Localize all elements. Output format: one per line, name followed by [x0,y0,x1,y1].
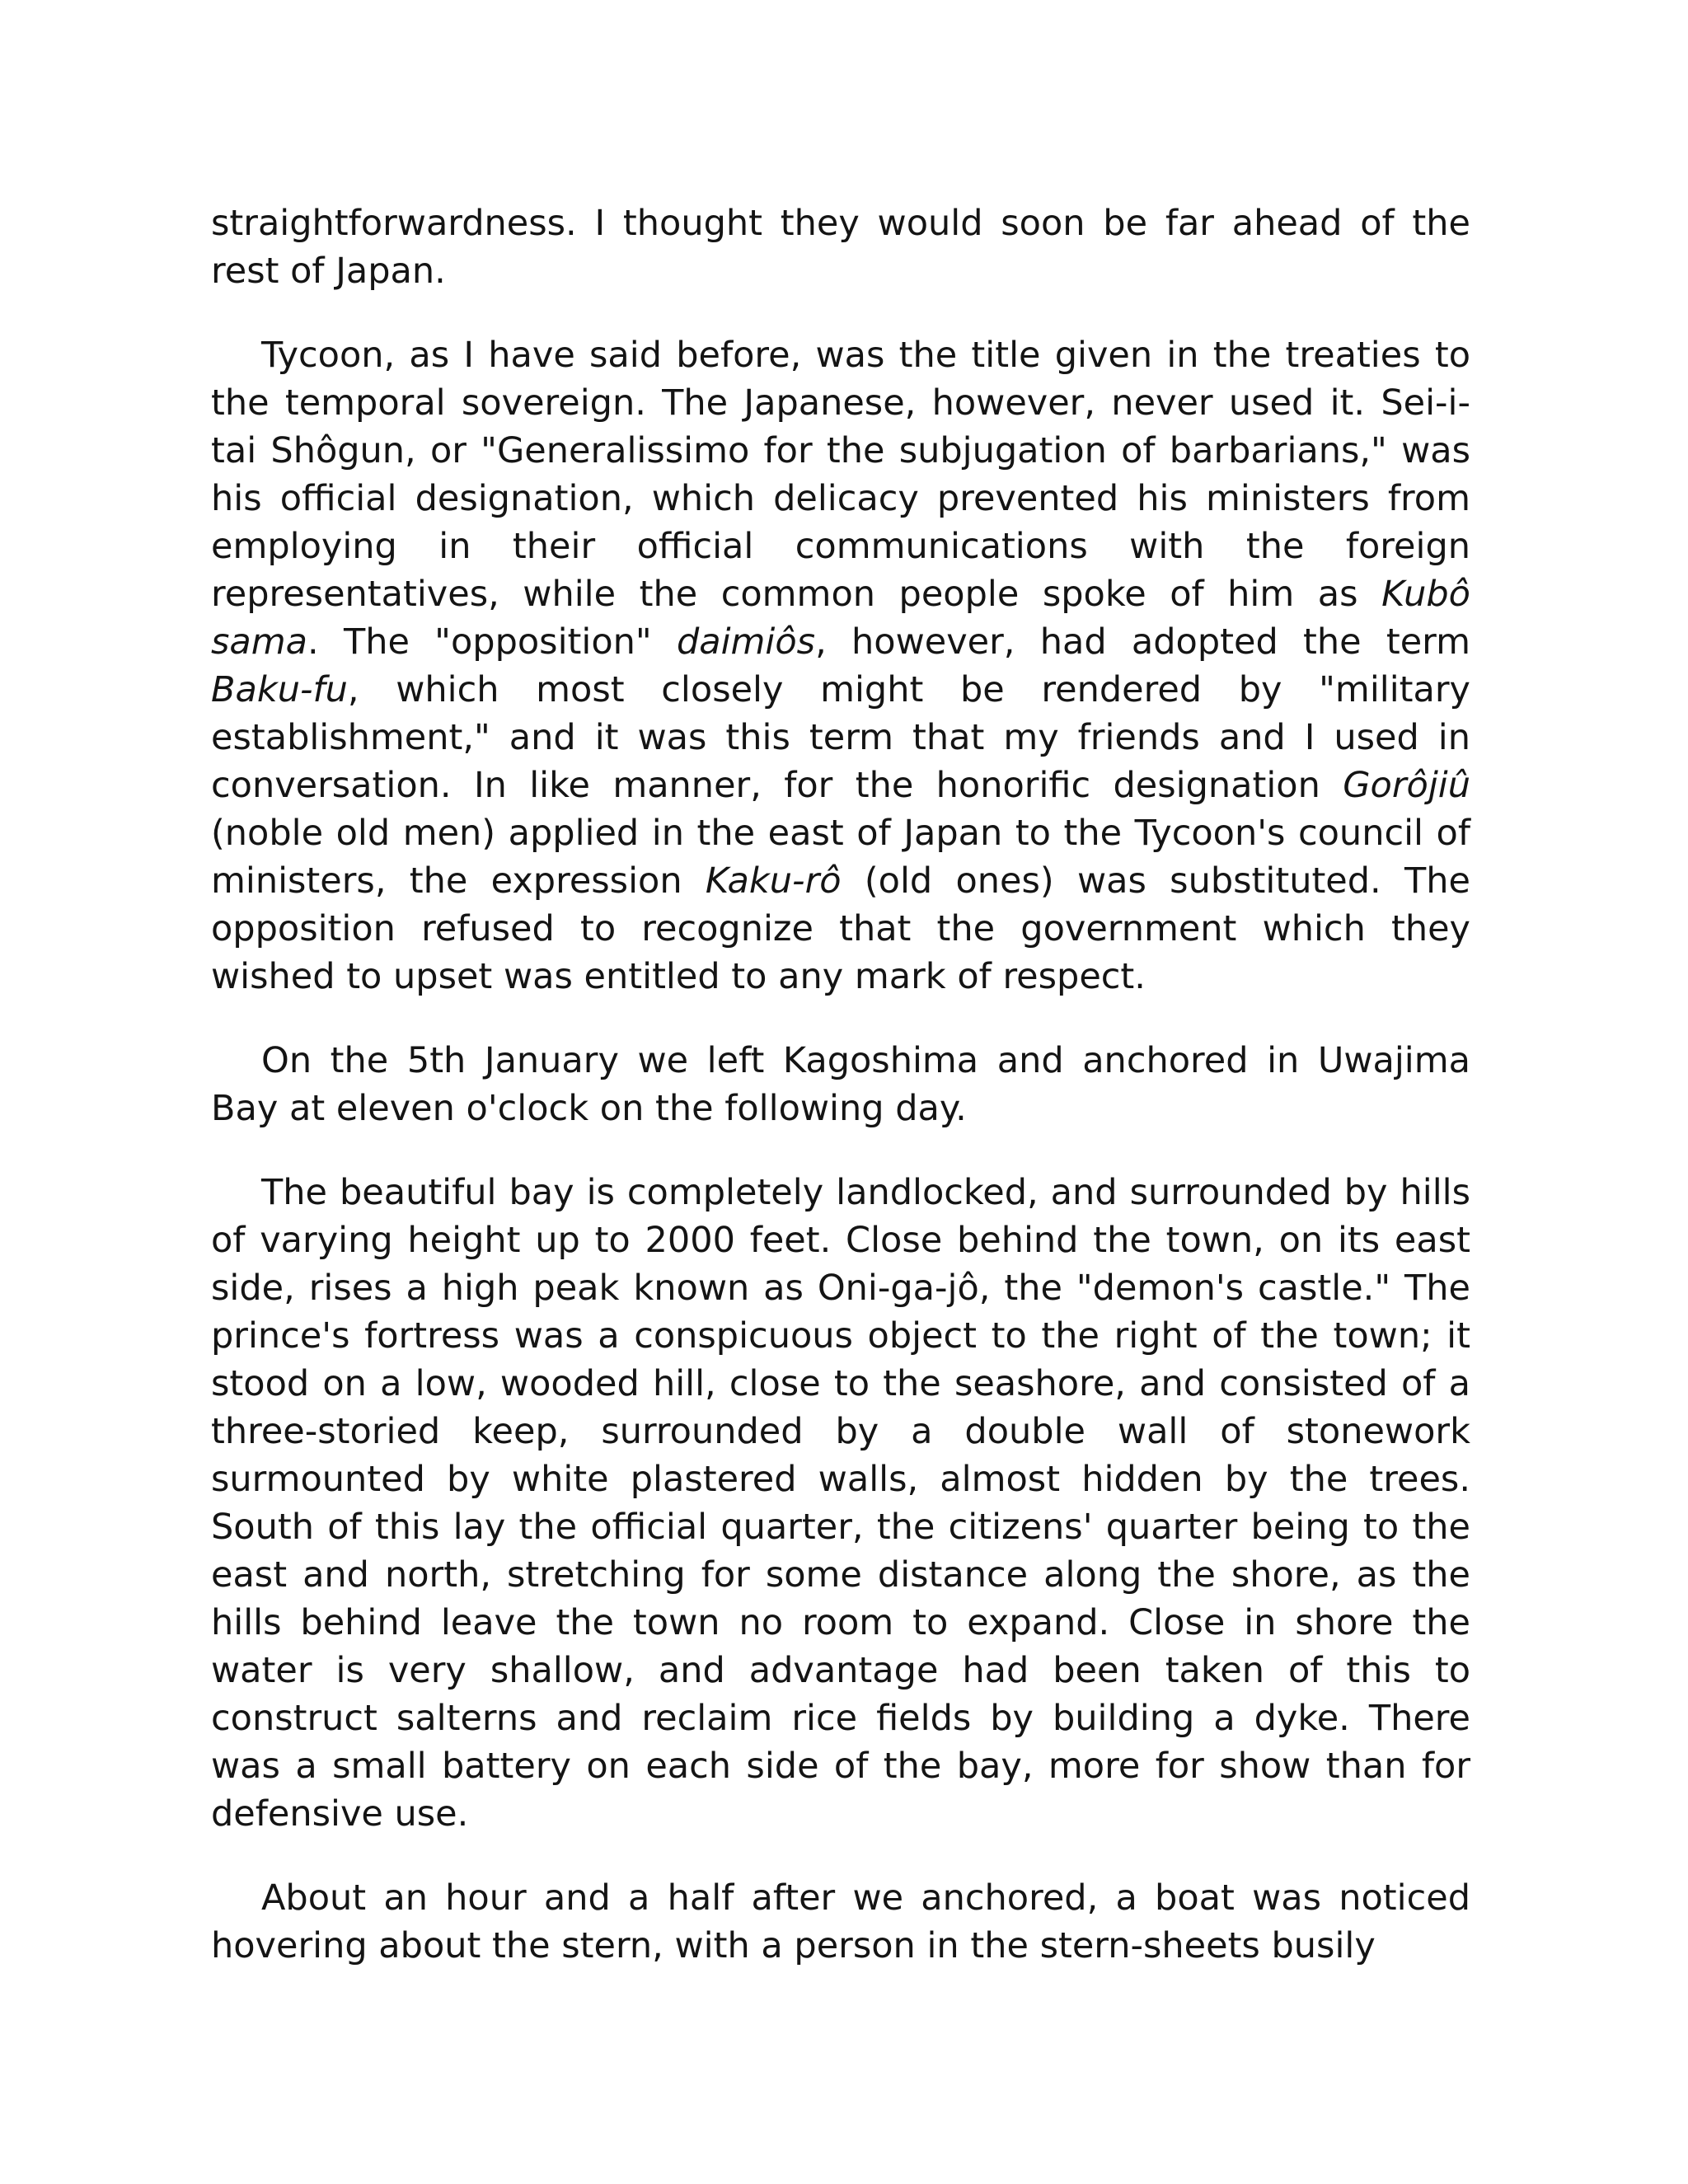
text-run: On the 5th January we left Kagoshima and anchored in Uwajima Bay at eleven o'clock on the following day. [211,1040,1470,1129]
italic-term: Gorôjiû [1343,765,1470,806]
paragraph [211,1874,1470,1970]
paragraph-continued [211,199,1470,295]
text-run: straightforwardness. I thought they would soon be far ahead of the rest of Japan. [211,203,1470,292]
italic-term: Baku-fu [211,669,348,710]
italic-term: Kaku-rô [705,860,842,902]
text-run: . The "opposition" [307,621,677,663]
text-run: , however, had adopted the term [815,621,1470,663]
text-run: , which most closely might be rendered by "military establishment," and it was this term that my friends and I used in conversation. In like manner, for the honorific designation [211,669,1470,806]
paragraph [211,331,1470,1001]
text-run: About an hour and a half after we anchored, a boat was noticed hovering about the stern, with a person in the stern-sheets busily [211,1877,1470,1966]
paragraph [211,1037,1470,1132]
text-run: The beautiful bay is completely landlocked, and surrounded by hills of varying height up to 2000 feet. Close behind the town, on its east side, rises a high peak known as Oni-ga-jô, the "demon's castle." The prince's fortress was a conspicuous object to the right of the town; it stood on a low, wooded hill, close to the seashore, and consisted of a three-storied keep, surrounded by a double wall of stonework surmounted by white plastered walls, almost hidden by the trees. South of this lay the official quarter, the citizens' quarter being to the east and north, stretching for some distance along the shore, as the hills behind leave the town no room to expand. Close in shore the water is very shallow, and advantage had been taken of this to construct salterns and reclaim rice fields by building a dyke. There was a small battery on each side of the bay, more for show than for defensive use. [211,1172,1470,1835]
text-run: (old ones) was substituted. The opposition refused to recognize that the government which they wished to upset was entitled to any mark of respect. [211,860,1470,997]
italic-term: Kubô sama [211,574,1470,663]
text-run: Tycoon, as I have said before, was the title given in the treaties to the temporal sovereign. The Japanese, however, never used it. Sei-i-tai Shôgun, or "Generalissimo for the subjugation of barbarians," was his official designation, which delicacy prevented his ministers from employing in their official communications with the foreign representatives, while the common people spoke of him as [211,335,1470,615]
page-body [211,199,1470,1970]
paragraph [211,1169,1470,1838]
italic-term: daimiôs [676,621,816,663]
text-run: (noble old men) applied in the east of Japan to the Tycoon's council of ministers, the expression [211,813,1470,902]
